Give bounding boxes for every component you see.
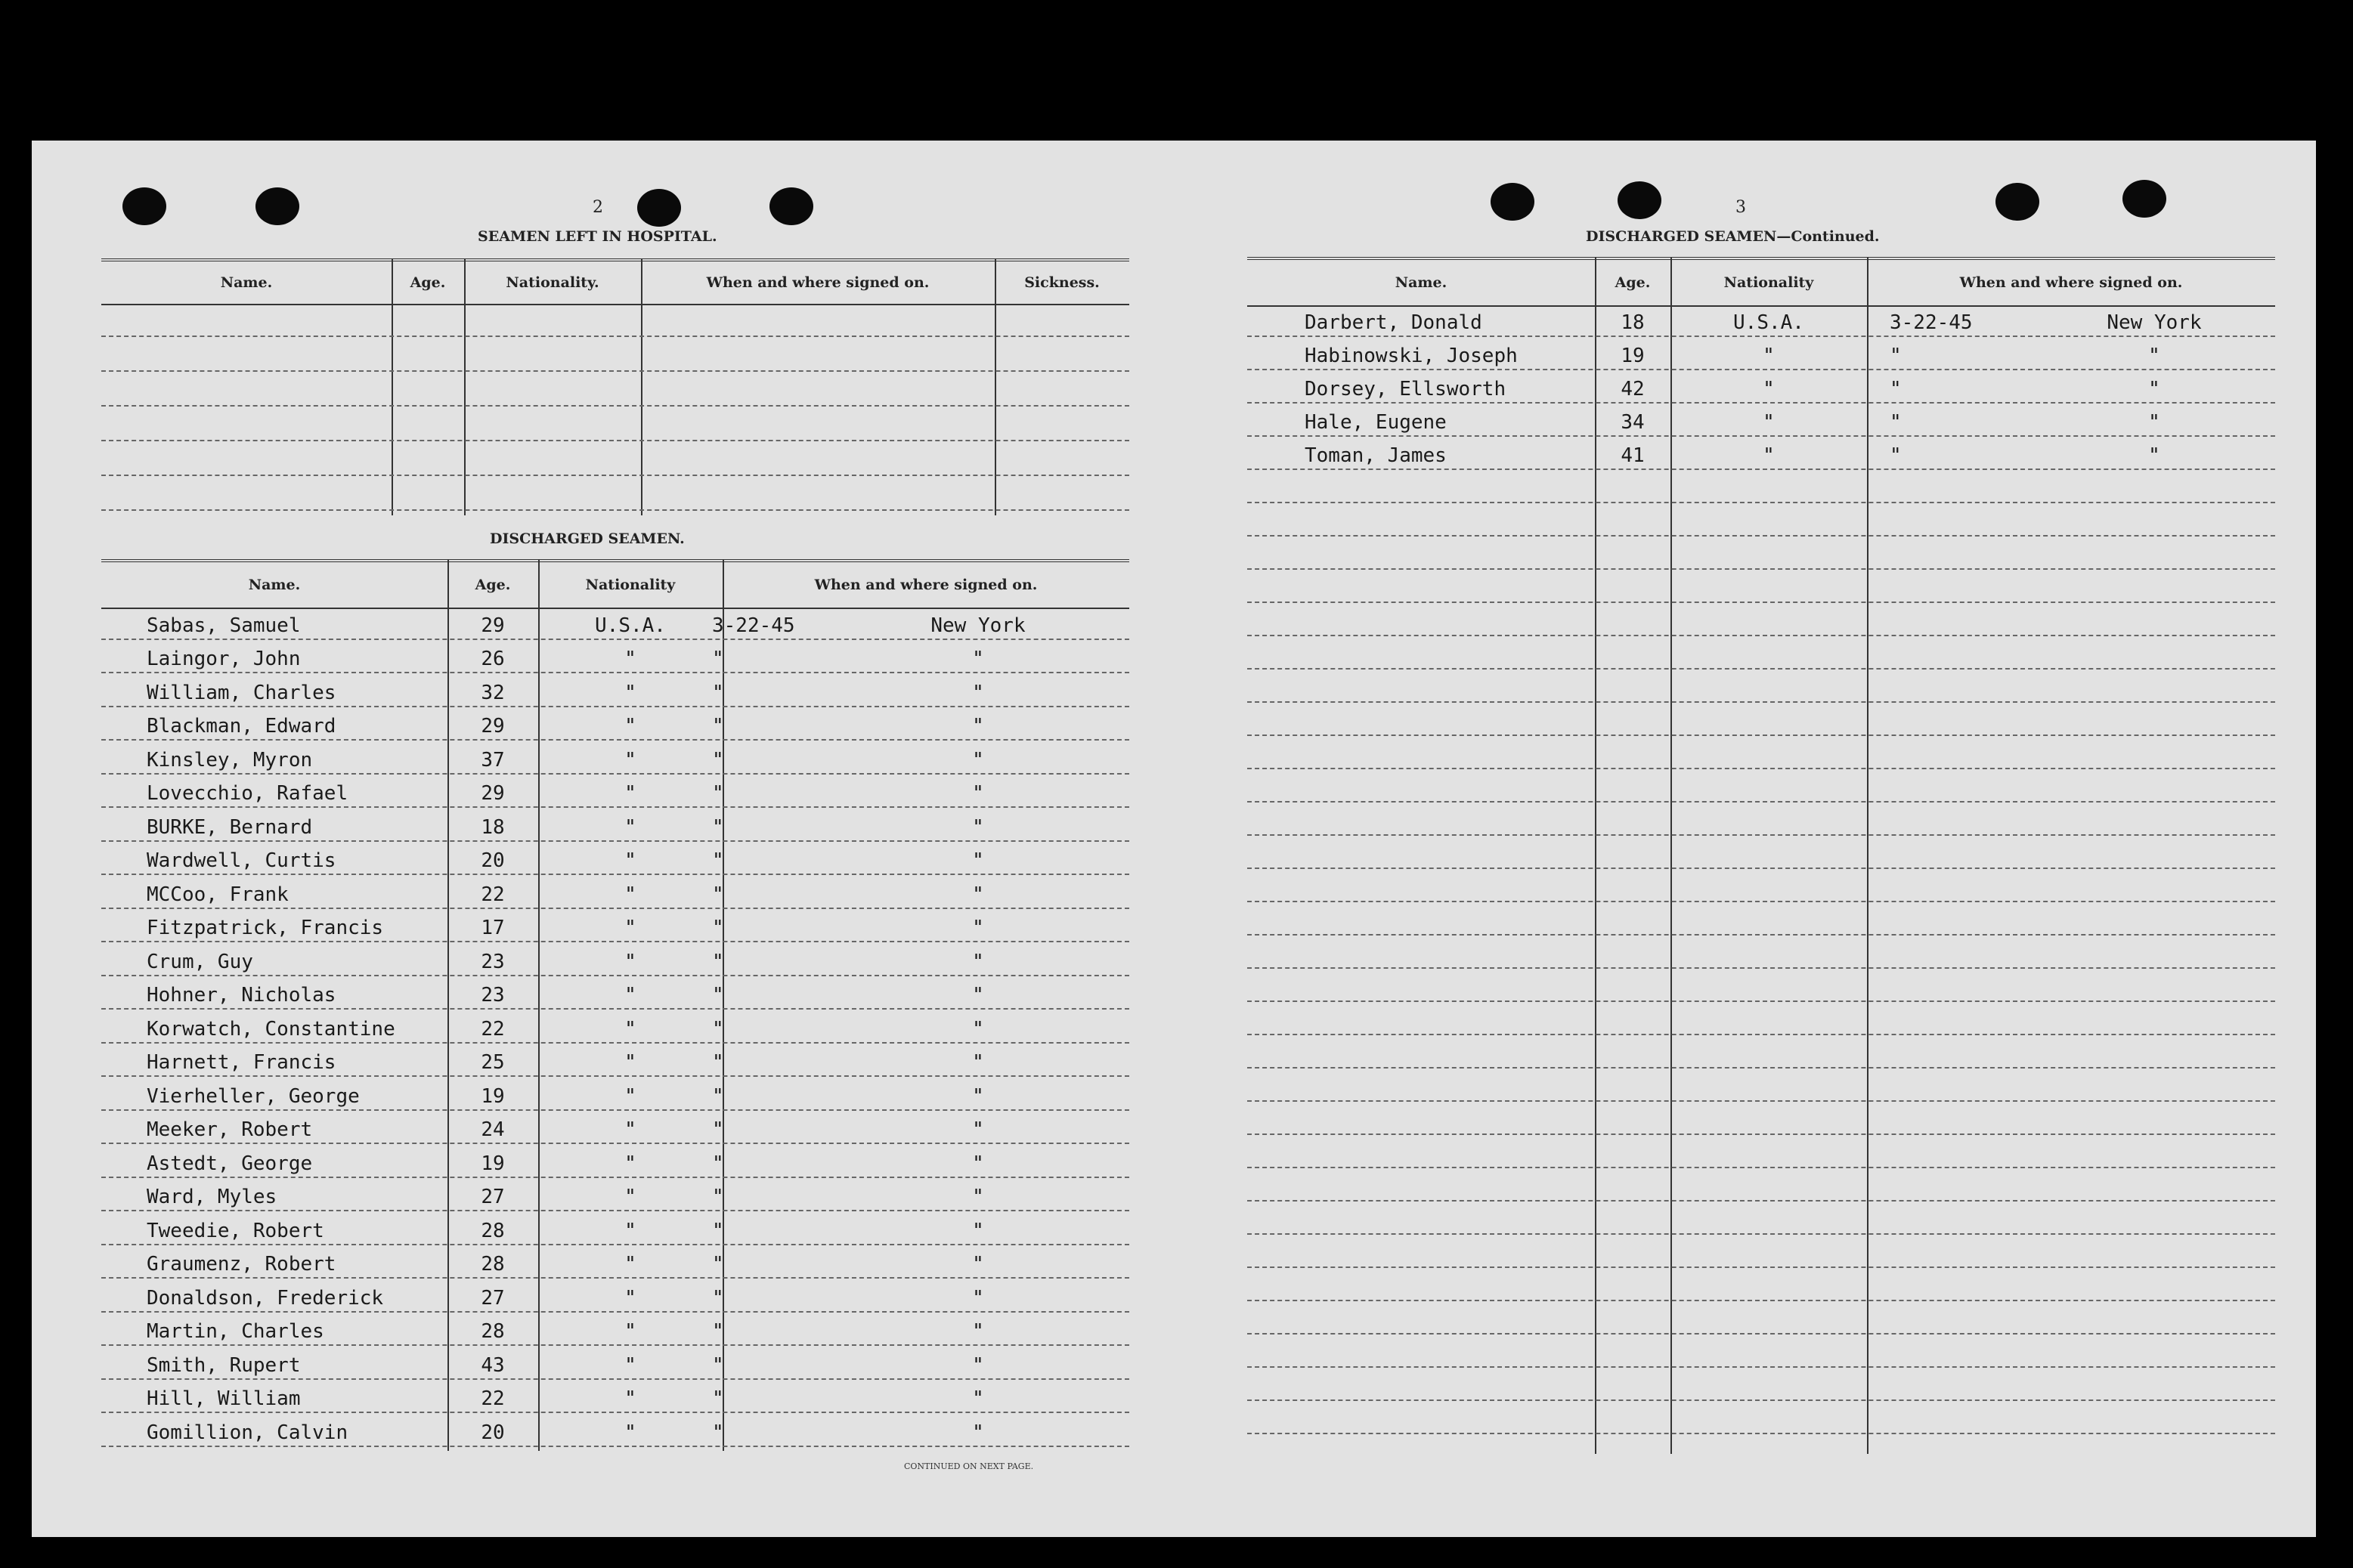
table-row [101,1210,1129,1245]
table-row [101,1378,1129,1414]
seaman-age: 29 [481,614,505,637]
seaman-nationality: " [1763,411,1775,434]
table-row [101,1244,1129,1279]
signed-on-date: " [712,1118,724,1141]
seaman-age: 32 [481,681,505,704]
seaman-nationality: " [624,883,636,906]
seaman-name: Darbert, Donald [1305,311,1482,334]
seaman-nationality: " [624,681,636,704]
seaman-age: 27 [481,1286,505,1310]
column-header: Name. [220,274,273,291]
signed-on-place: " [972,1387,984,1410]
table-row [1247,1067,2275,1102]
seaman-age: 27 [481,1186,505,1208]
discharged-continued-title: DISCHARGED SEAMEN—Continued. [1586,228,1880,245]
seaman-nationality: " [624,1186,636,1208]
seaman-name: MCCoo, Frank [147,883,289,906]
seaman-age: 37 [481,748,505,772]
column-header: When and where signed on. [1959,274,2183,291]
signed-on-date: " [1890,411,1902,434]
table-row [1247,336,2275,370]
signed-on-place: " [972,917,984,939]
seaman-age: 29 [481,782,505,805]
table-row [101,639,1129,674]
signed-on-date: " [712,1253,724,1276]
seaman-name: Tweedie, Robert [147,1219,324,1242]
signed-on-place: " [972,1219,984,1242]
signed-on-date: " [712,1320,724,1343]
column-header: Age. [1615,274,1651,291]
signed-on-date: " [712,1353,724,1377]
seaman-nationality: " [624,1118,636,1141]
table-row [101,874,1129,909]
page-number-right: 3 [1735,198,1746,217]
signed-on-date: " [712,782,724,805]
signed-on-date: " [712,1084,724,1108]
seaman-nationality: " [624,748,636,772]
signed-on-place: " [972,815,984,839]
table-row [1247,1333,2275,1368]
punch-hole [2122,180,2166,218]
table-row [1247,801,2275,836]
seaman-age: 41 [1621,444,1645,467]
table-row [101,840,1129,876]
signed-on-place: " [2148,411,2160,434]
signed-on-date: " [1890,444,1902,467]
signed-on-date: " [712,748,724,772]
table-header [1247,257,2275,307]
table-row [101,336,1129,372]
signed-on-date: " [712,883,724,906]
seaman-name: Meeker, Robert [147,1118,313,1141]
seaman-age: 23 [481,950,505,973]
table-row [101,706,1129,741]
signed-on-place: " [972,1118,984,1141]
continued-footnote: CONTINUED ON NEXT PAGE. [904,1461,1034,1471]
column-header: Name. [1395,274,1447,291]
table-row [101,1344,1129,1380]
signed-on-place: " [2148,345,2160,367]
table-row [101,405,1129,441]
column-header: Age. [410,274,446,291]
seaman-nationality: " [624,1152,636,1175]
seaman-nationality: " [624,1253,636,1276]
seaman-age: 28 [481,1320,505,1343]
table-row [1247,1366,2275,1401]
signed-on-date: " [712,1017,724,1041]
table-row [1247,1300,2275,1335]
seaman-age: 43 [481,1353,505,1377]
signed-on-place: " [972,648,984,670]
seaman-age: 24 [481,1118,505,1141]
seaman-name: Smith, Rupert [147,1353,301,1377]
signed-on-date: 3-22-45 [1890,311,1973,334]
table-row [101,941,1129,976]
seaman-nationality: " [624,1219,636,1242]
table-row [1247,1100,2275,1135]
seaman-name: Donaldson, Frederick [147,1286,384,1310]
seaman-nationality: " [624,1084,636,1108]
seaman-nationality: " [624,648,636,670]
seaman-name: Hill, William [147,1387,301,1410]
hospital-table [101,258,1129,515]
punch-hole [1618,181,1661,219]
discharged-table-left [101,559,1129,1451]
signed-on-date: " [1890,378,1902,401]
signed-on-place: New York [930,614,1026,637]
signed-on-date: " [712,1186,724,1208]
table-row [101,672,1129,707]
seaman-name: Blackman, Edward [147,715,336,738]
seaman-nationality: " [624,1286,636,1310]
signed-on-place: " [972,681,984,704]
seaman-name: Harnett, Francis [147,1051,336,1074]
seaman-nationality: " [624,1051,636,1074]
seaman-age: 18 [1621,311,1645,334]
signed-on-place: " [972,1253,984,1276]
table-header [101,258,1129,305]
seaman-age: 19 [481,1152,505,1175]
seaman-age: 17 [481,917,505,939]
table-row [101,773,1129,809]
seaman-age: 23 [481,984,505,1007]
seaman-name: Lovecchio, Rafael [147,782,348,805]
signed-on-date: " [712,984,724,1007]
signed-on-place: " [972,984,984,1007]
table-row [1247,901,2275,936]
signed-on-date: " [712,815,724,839]
seaman-name: Gomillion, Calvin [147,1421,348,1444]
seaman-name: Korwatch, Constantine [147,1017,395,1041]
signed-on-place: " [972,1286,984,1310]
discharged-table-right [1247,257,2275,1454]
table-row [1247,1034,2275,1069]
table-row [101,1311,1129,1347]
seaman-name: Toman, James [1305,444,1447,467]
seaman-nationality: " [1763,345,1775,367]
seaman-nationality: " [624,950,636,973]
punch-hole [637,189,681,227]
seaman-age: 26 [481,648,505,670]
ledger-sheet [32,141,2316,1537]
table-row [1247,369,2275,404]
table-row [101,739,1129,775]
seaman-nationality: " [624,715,636,738]
seaman-nationality: " [624,1320,636,1343]
signed-on-date: " [712,1387,724,1410]
seaman-age: 19 [481,1084,505,1108]
table-row [101,975,1129,1010]
table-row [1247,1233,2275,1268]
table-row [1247,1200,2275,1235]
punch-hole [1491,183,1534,221]
seaman-age: 25 [481,1051,505,1074]
signed-on-place: " [972,715,984,738]
signed-on-date: " [1890,345,1902,367]
table-row [1247,1399,2275,1434]
table-row [1247,568,2275,603]
punch-hole [255,187,299,225]
seaman-age: 34 [1621,411,1645,434]
signed-on-date: " [712,648,724,670]
column-header: Nationality [585,577,676,593]
seaman-age: 22 [481,883,505,906]
seaman-nationality: " [624,1017,636,1041]
signed-on-place: New York [2107,311,2202,334]
table-row [1247,868,2275,902]
seaman-nationality: " [624,782,636,805]
seaman-age: 28 [481,1219,505,1242]
table-row [101,370,1129,407]
signed-on-date: " [712,715,724,738]
table-header [101,559,1129,609]
seaman-nationality: " [624,849,636,872]
signed-on-place: " [2148,378,2160,401]
table-row [1247,402,2275,437]
signed-on-date: " [712,1219,724,1242]
table-row [101,605,1129,640]
table-row [101,1042,1129,1078]
column-header: Name. [248,577,301,593]
discharged-section-title: DISCHARGED SEAMEN. [490,530,685,547]
signed-on-date: " [712,950,724,973]
seaman-nationality: " [624,1353,636,1377]
table-row [1247,1167,2275,1202]
signed-on-place: " [972,1051,984,1074]
signed-on-place: " [972,1353,984,1377]
seaman-nationality: " [1763,378,1775,401]
signed-on-place: " [972,782,984,805]
table-row [101,1075,1129,1111]
table-row [1247,635,2275,670]
seaman-name: Hale, Eugene [1305,411,1447,434]
seaman-nationality: " [624,984,636,1007]
table-row [1247,834,2275,869]
seaman-name: Dorsey, Ellsworth [1305,378,1506,401]
seaman-nationality: " [624,1421,636,1444]
signed-on-date: " [712,1286,724,1310]
table-row [1247,602,2275,636]
hospital-section-title: SEAMEN LEFT IN HOSPITAL. [478,228,717,245]
seaman-nationality: U.S.A. [595,614,666,637]
seaman-name: Sabas, Samuel [147,614,301,637]
table-row [1247,1000,2275,1035]
table-row [101,908,1129,943]
seaman-name: William, Charles [147,681,336,704]
seaman-name: Crum, Guy [147,950,253,973]
seaman-name: Habinowski, Joseph [1305,345,1518,367]
column-header: When and where signed on. [814,577,1038,593]
table-row [101,1109,1129,1145]
table-row [101,1143,1129,1178]
signed-on-place: " [972,1186,984,1208]
seaman-name: Hohner, Nicholas [147,984,336,1007]
table-row [1247,701,2275,736]
seaman-age: 42 [1621,378,1645,401]
table-row [1247,934,2275,969]
signed-on-date: 3-22-45 [712,614,795,637]
column-header: Age. [475,577,511,593]
table-row [1247,735,2275,769]
table-row [1247,1266,2275,1301]
seaman-nationality: " [1763,444,1775,467]
signed-on-place: " [972,883,984,906]
signed-on-place: " [972,748,984,772]
signed-on-place: " [972,1421,984,1444]
column-header: Nationality. [506,274,599,291]
table-row [1247,469,2275,503]
signed-on-date: " [712,917,724,939]
table-row [101,1412,1129,1447]
seaman-nationality: " [624,917,636,939]
seaman-age: 18 [481,815,505,839]
table-row [101,806,1129,842]
seaman-nationality: " [624,815,636,839]
seaman-nationality: U.S.A. [1733,311,1804,334]
punch-hole [1995,183,2039,221]
table-row [1247,302,2275,337]
signed-on-date: " [712,681,724,704]
seaman-age: 22 [481,1017,505,1041]
signed-on-place: " [972,1320,984,1343]
signed-on-place: " [972,1017,984,1041]
table-row [101,301,1129,337]
page-number-left: 2 [593,198,603,217]
seaman-name: Laingor, John [147,648,301,670]
table-row [1247,768,2275,803]
signed-on-date: " [712,849,724,872]
seaman-age: 20 [481,1421,505,1444]
seaman-nationality: " [624,1387,636,1410]
signed-on-place: " [972,1084,984,1108]
column-header: Nationality [1723,274,1814,291]
signed-on-date: " [712,1051,724,1074]
signed-on-place: " [2148,444,2160,467]
seaman-name: Vierheller, George [147,1084,360,1108]
signed-on-place: " [972,849,984,872]
table-row [1247,668,2275,703]
column-header: When and where signed on. [706,274,930,291]
table-row [101,475,1129,511]
signed-on-place: " [972,950,984,973]
punch-hole [769,187,813,225]
seaman-name: Graumenz, Robert [147,1253,336,1276]
table-row [1247,535,2275,570]
punch-hole [122,187,166,225]
table-row [1247,1133,2275,1168]
seaman-name: BURKE, Bernard [147,815,313,839]
table-row [1247,967,2275,1002]
seaman-name: Wardwell, Curtis [147,849,336,872]
column-header: Sickness. [1024,274,1100,291]
seaman-age: 19 [1621,345,1645,367]
table-row [101,1177,1129,1212]
seaman-age: 20 [481,849,505,872]
seaman-name: Martin, Charles [147,1320,324,1343]
table-row [101,1008,1129,1044]
seaman-name: Astedt, George [147,1152,313,1175]
table-row [1247,502,2275,537]
table-row [101,440,1129,476]
seaman-age: 29 [481,715,505,738]
seaman-age: 22 [481,1387,505,1410]
seaman-name: Ward, Myles [147,1186,277,1208]
signed-on-place: " [972,1152,984,1175]
seaman-name: Kinsley, Myron [147,748,313,772]
signed-on-date: " [712,1152,724,1175]
table-row [101,1277,1129,1313]
seaman-name: Fitzpatrick, Francis [147,917,384,939]
signed-on-date: " [712,1421,724,1444]
table-row [1247,435,2275,470]
seaman-age: 28 [481,1253,505,1276]
